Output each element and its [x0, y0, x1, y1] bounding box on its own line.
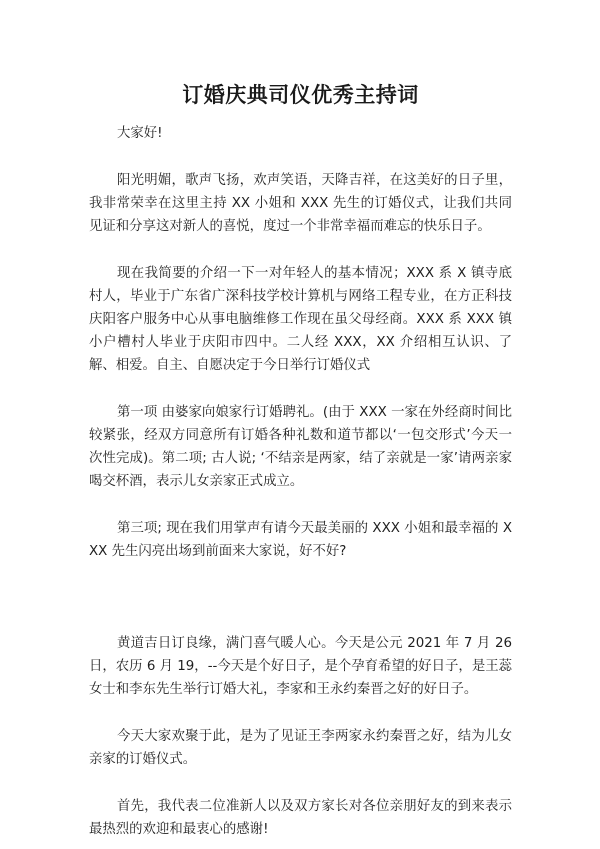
document-title: 订婚庆典司仪优秀主持词 — [182, 83, 419, 107]
paragraph-opening: 阳光明媚，歌声飞扬，欢声笑语，天降吉祥，在这美好的日子里，我非常荣幸在这里主持 XX 小姐和 XXX 先生的订婚仪式，让我们共同见证和分享这对新人的喜悦，度过一个非常幸福而难忘的快乐日子。 — [89, 173, 512, 234]
paragraph-step-one-two: 第一项 由婆家向娘家行订婚聘礼。(由于 XXX 一家在外经商时间比较紧张，经双方同意所有订婚各种礼数和道节都以‘一包交形式’今天一次性完成)。第二项; 古人说; ‘不结亲是两家，结了亲就是一家’请两亲家喝交杯酒，表示儿女亲家正式成立。 — [89, 405, 512, 489]
paragraph-greeting: 大家好! — [117, 126, 163, 141]
paragraph-introduction: 现在我简要的介绍一下一对年轻人的基本情况；XXX 系 X 镇寺底村人，毕业于广东省广深科技学校计算机与网络工程专业，在方正科技庆阳客户服务中心从事电脑维修工作现在虽父母经商。XXX 系 XXX 镇小户槽村人毕业于庆阳市四中。二人经 XXX，XX 介绍相互认识、了解、相爱。自主、自愿决定于今日举行订婚仪式 — [89, 266, 512, 373]
paragraph-auspicious-day: 黄道吉日订良缘，满门喜气暖人心。今天是公元 2021 年 7 月 26 日，农历 6 月 19，--今天是个好日子，是个孕育希望的好日子，是王蕊女士和李东先生举行订婚大礼，李家和王永约秦晋之好的好日子。 — [89, 636, 512, 697]
paragraph-step-three: 第三项; 现在我们用掌声有请今天最美丽的 XXX 小姐和最幸福的 XXX 先生闪亮出场到前面来大家说，好不好? — [89, 521, 512, 559]
paragraph-gathering: 今天大家欢聚于此，是为了见证王李两家永约秦晋之好，结为儿女亲家的订婚仪式。 — [89, 729, 512, 767]
paragraph-thanks: 首先，我代表二位准新人以及双方家长对各位亲朋好友的到来表示最热烈的欢迎和最衷心的感谢! — [89, 799, 512, 837]
